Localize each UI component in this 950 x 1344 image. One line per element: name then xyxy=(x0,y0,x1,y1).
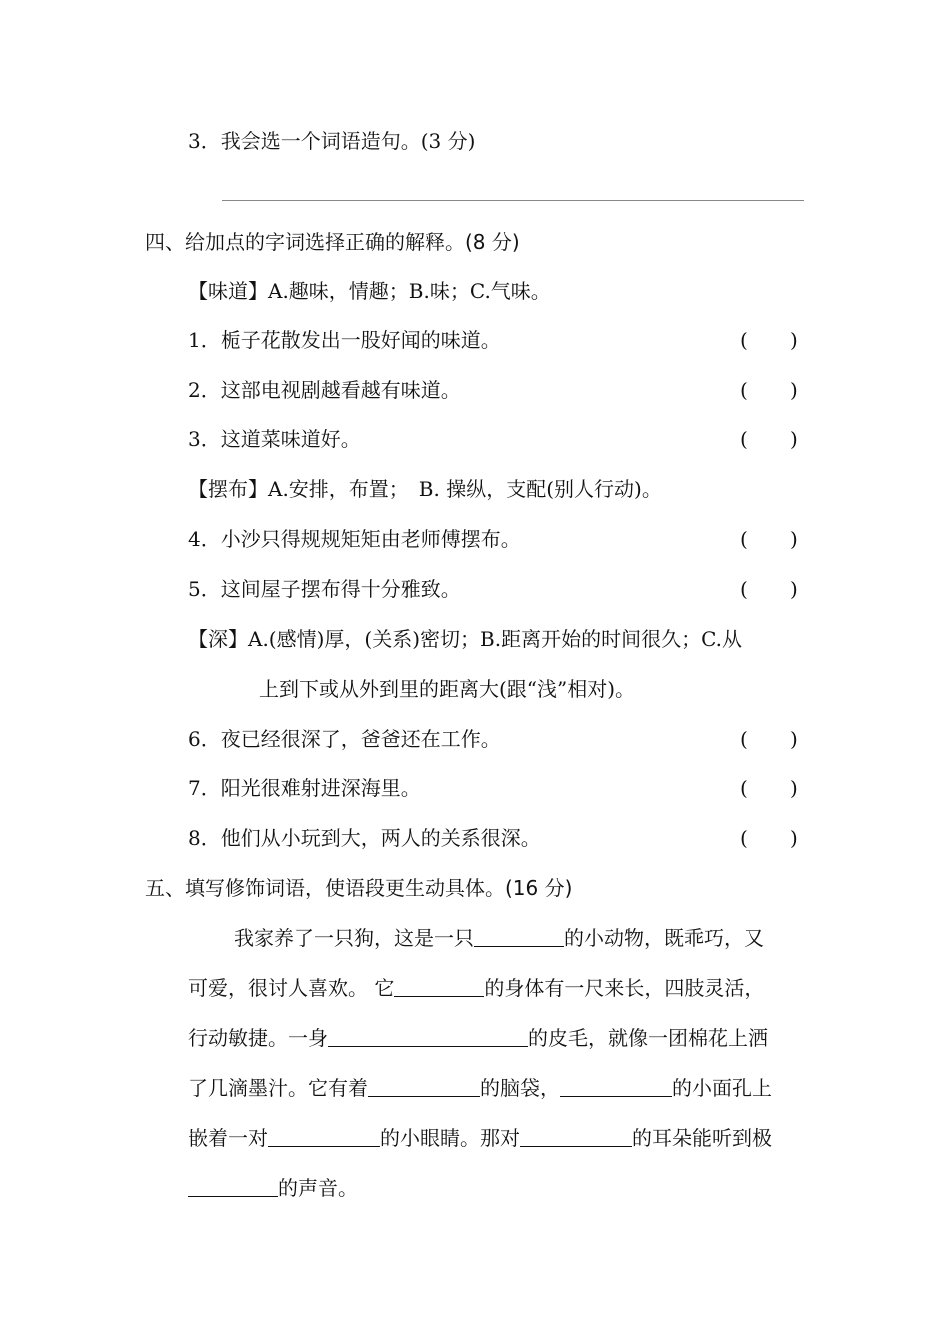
answer-paren-close: ) xyxy=(790,527,798,551)
answer-paren-open: ( xyxy=(740,826,748,850)
essay-text: 的小动物，既乖巧，又 xyxy=(564,926,764,950)
definition-weidao: 【味道】A.趣味，情趣；B.味；C.气味。 xyxy=(188,279,551,303)
answer-line[interactable] xyxy=(222,200,804,201)
item-7: 7．阳光很难射进深海里。 xyxy=(188,776,421,800)
item-2: 2．这部电视剧越看越有味道。 xyxy=(188,378,461,402)
answer-paren-open: ( xyxy=(740,577,748,601)
essay-text: 的耳朵能听到极 xyxy=(632,1126,772,1150)
answer-paren-open: ( xyxy=(740,328,748,352)
answer-paren-close: ) xyxy=(790,328,798,352)
answer-paren-close: ) xyxy=(790,427,798,451)
item-1: 1．栀子花散发出一股好闻的味道。 xyxy=(188,328,501,352)
fill-blank[interactable] xyxy=(188,1174,278,1197)
essay-line-4 xyxy=(188,1073,772,1103)
essay-text: 的小眼睛。那对 xyxy=(380,1126,520,1150)
essay-text: 的声音。 xyxy=(278,1176,358,1200)
definition-shen-line2: 上到下或从外到里的距离大(跟“浅”相对)。 xyxy=(259,677,636,701)
essay-text: 的身体有一尺来长，四肢灵活， xyxy=(484,976,765,1000)
answer-paren-close: ) xyxy=(790,826,798,850)
essay-text: 我家养了一只狗，这是一只 xyxy=(234,926,474,950)
definition-shen-line1: 【深】A.(感情)厚，(关系)密切；B.距离开始的时间很久；C.从 xyxy=(188,627,743,651)
question-3-text: 3．我会选一个词语造句。(3 分) xyxy=(188,129,476,153)
fill-blank[interactable] xyxy=(368,1074,480,1097)
item-6: 6．夜已经很深了，爸爸还在工作。 xyxy=(188,727,501,751)
section-4-title: 四、给加点的字词选择正确的解释。(8 分) xyxy=(145,230,520,254)
fill-blank[interactable] xyxy=(560,1074,672,1097)
fill-blank[interactable] xyxy=(268,1124,380,1147)
essay-line-1 xyxy=(234,923,764,953)
essay-line-3 xyxy=(188,1023,768,1053)
definition-baibu: 【摆布】A.安排，布置； B. 操纵，支配(别人行动)。 xyxy=(188,477,662,501)
fill-blank[interactable] xyxy=(328,1024,528,1047)
essay-text: 行动敏捷。一身 xyxy=(188,1026,328,1050)
essay-text: 的脑袋， xyxy=(480,1076,560,1100)
item-5: 5．这间屋子摆布得十分雅致。 xyxy=(188,577,461,601)
essay-text: 了几滴墨汁。它有着 xyxy=(188,1076,368,1100)
answer-paren-close: ) xyxy=(790,577,798,601)
essay-text: 的小面孔上 xyxy=(672,1076,772,1100)
essay-text: 的皮毛，就像一团棉花上洒 xyxy=(528,1026,768,1050)
item-3: 3．这道菜味道好。 xyxy=(188,427,361,451)
section-5-title: 五、填写修饰词语，使语段更生动具体。(16 分) xyxy=(145,876,573,900)
essay-line-5 xyxy=(188,1123,772,1153)
item-4: 4．小沙只得规规矩矩由老师傅摆布。 xyxy=(188,527,521,551)
answer-paren-open: ( xyxy=(740,378,748,402)
answer-paren-close: ) xyxy=(790,378,798,402)
answer-paren-open: ( xyxy=(740,776,748,800)
fill-blank[interactable] xyxy=(394,974,484,997)
essay-line-6 xyxy=(188,1173,358,1203)
fill-blank[interactable] xyxy=(520,1124,632,1147)
fill-blank[interactable] xyxy=(474,924,564,947)
answer-paren-open: ( xyxy=(740,527,748,551)
essay-line-2 xyxy=(188,973,764,1003)
answer-paren-close: ) xyxy=(790,776,798,800)
essay-text: 可爱，很讨人喜欢。 它 xyxy=(188,976,395,1000)
item-8: 8．他们从小玩到大，两人的关系很深。 xyxy=(188,826,541,850)
answer-paren-open: ( xyxy=(740,427,748,451)
essay-text: 嵌着一对 xyxy=(188,1126,268,1150)
answer-paren-open: ( xyxy=(740,727,748,751)
answer-paren-close: ) xyxy=(790,727,798,751)
